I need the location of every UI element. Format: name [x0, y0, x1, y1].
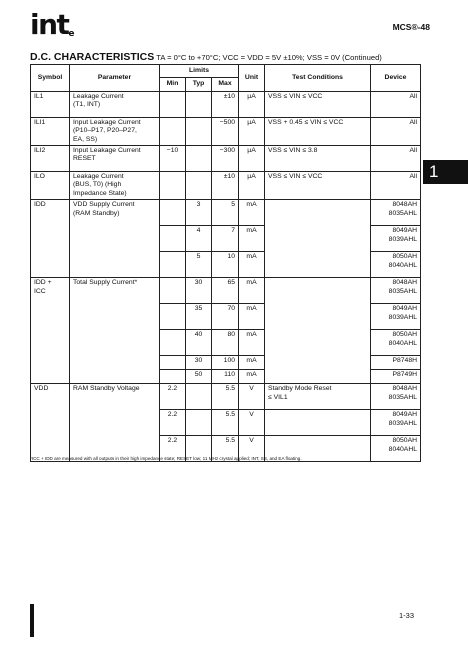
cell-symbol-line: IL1	[34, 92, 44, 100]
cell-parameter	[70, 146, 160, 172]
cell-conditions-line: VSS + 0.45 ≤ VIN ≤ VCC	[268, 118, 344, 126]
cell-min	[160, 91, 186, 117]
cell-parameter-line: RAM Standby Voltage	[73, 385, 140, 393]
cell-parameter	[70, 200, 160, 278]
cell-max: 10	[212, 252, 239, 278]
table-row	[31, 91, 421, 117]
cell-unit: µA	[239, 91, 265, 117]
cell-min: 2.2	[160, 410, 186, 436]
cell-device	[371, 252, 421, 278]
cell-device-line: 8049AH	[392, 227, 418, 235]
table-body	[31, 91, 421, 461]
cell-unit: V	[239, 410, 265, 436]
cell-device-line: 8040AHL	[388, 261, 418, 269]
cell-unit: mA	[239, 330, 265, 356]
cell-parameter-line: (T1, INT)	[73, 101, 101, 109]
cell-device	[371, 200, 421, 226]
cell-device-line: 8048AH	[392, 201, 418, 209]
cell-parameter-line: Input Leakage Current	[73, 147, 141, 155]
header-min: Min	[160, 78, 186, 91]
cell-device-line: P8749H	[392, 371, 418, 379]
cell-device-line: 8040AHL	[388, 445, 418, 453]
cell-parameter	[70, 278, 160, 384]
product-family: MCS®-48	[392, 22, 430, 32]
cell-typ: 4	[186, 226, 212, 252]
table-row	[31, 146, 421, 172]
cell-symbol-line: ILO	[34, 173, 45, 181]
cell-typ: 40	[186, 330, 212, 356]
cell-typ: 35	[186, 304, 212, 330]
cell-parameter-line: Total Supply Current*	[73, 279, 138, 287]
cell-device-line: 8049AH	[392, 411, 418, 419]
cell-symbol	[31, 172, 70, 200]
cell-symbol	[31, 117, 70, 145]
logo-text: int	[30, 8, 69, 41]
cell-parameter-line: (RAM Standby)	[73, 209, 120, 217]
cell-parameter-line: Leakage Current	[73, 173, 124, 181]
logo-sub: e	[68, 29, 75, 39]
cell-conditions-line: VSS ≤ VIN ≤ VCC	[268, 92, 323, 100]
cell-conditions-line: VSS ≤ VIN ≤ 3.8	[268, 147, 318, 155]
cell-parameter-line: Impedance State)	[73, 189, 127, 197]
cell-typ	[186, 91, 212, 117]
cell-device-line: 8048AH	[392, 279, 418, 287]
cell-min	[160, 330, 186, 356]
cell-device	[371, 384, 421, 410]
cell-device-line: 8035AHL	[388, 287, 418, 295]
cell-unit: mA	[239, 370, 265, 384]
section-title: D.C. CHARACTERISTICS	[30, 51, 155, 63]
cell-parameter	[70, 91, 160, 117]
cell-unit: mA	[239, 304, 265, 330]
cell-parameter	[70, 384, 160, 462]
cell-symbol-line: ILI1	[34, 118, 46, 126]
cell-parameter-line: Leakage Current	[73, 92, 124, 100]
cell-min	[160, 370, 186, 384]
table-header	[31, 65, 421, 92]
header-parameter: Parameter	[70, 65, 160, 92]
cell-device	[371, 278, 421, 304]
cell-max: 110	[212, 370, 239, 384]
cell-unit: mA	[239, 200, 265, 226]
header-typ: Typ	[186, 78, 212, 91]
cell-symbol	[31, 146, 70, 172]
cell-parameter-line: (P10–P17, P20–P27,	[73, 127, 137, 135]
cell-typ	[186, 410, 212, 436]
cell-typ	[186, 146, 212, 172]
cell-device	[371, 91, 421, 117]
cell-max: 7	[212, 226, 239, 252]
cell-typ	[186, 172, 212, 200]
footnote: *ICC + IDD are measured with all outputs in their high impedance state; RESET low; 11 MHz crystal applied; INT, SS, and EA floating.	[30, 456, 302, 461]
cell-conditions	[265, 410, 371, 436]
cell-conditions	[265, 91, 371, 117]
cell-symbol-line: IDD +	[34, 279, 52, 287]
cell-device-line: 8039AHL	[388, 235, 418, 243]
cell-device-line: 8050AH	[392, 331, 418, 339]
cell-device	[371, 436, 421, 462]
cell-unit: V	[239, 436, 265, 462]
page-number: 1-33	[399, 611, 415, 620]
cell-max: 80	[212, 330, 239, 356]
table-row	[31, 117, 421, 145]
cell-max: ±10	[212, 91, 239, 117]
cell-symbol	[31, 384, 70, 462]
cell-min	[160, 117, 186, 145]
cell-device	[371, 146, 421, 172]
table-row	[31, 200, 421, 226]
cell-parameter	[70, 117, 160, 145]
cell-symbol	[31, 278, 70, 384]
cell-device-line: 8035AHL	[388, 209, 418, 217]
cell-device	[371, 226, 421, 252]
cell-parameter-line: RESET	[73, 155, 96, 163]
header-symbol: Symbol	[31, 65, 70, 92]
cell-unit: mA	[239, 278, 265, 304]
cell-min: 2.2	[160, 436, 186, 462]
cell-typ: 50	[186, 370, 212, 384]
cell-max: −300	[212, 146, 239, 172]
cell-conditions	[265, 278, 371, 384]
header-unit: Unit	[239, 65, 265, 92]
cell-conditions-line: Standby Mode Reset	[268, 385, 332, 393]
cell-max: 70	[212, 304, 239, 330]
cell-min	[160, 172, 186, 200]
cell-min	[160, 226, 186, 252]
cell-typ: 3	[186, 200, 212, 226]
table-row	[31, 384, 421, 410]
cell-symbol-line: IDD	[34, 201, 46, 209]
cell-unit: mA	[239, 252, 265, 278]
cell-conditions	[265, 200, 371, 278]
cell-max: 100	[212, 356, 239, 370]
margin-bar	[30, 604, 34, 637]
cell-device-line: 8039AHL	[388, 419, 418, 427]
cell-device-line: 8035AHL	[388, 393, 418, 401]
cell-min	[160, 356, 186, 370]
cell-device	[371, 172, 421, 200]
cell-typ: 30	[186, 278, 212, 304]
cell-device-line: 8050AH	[392, 253, 418, 261]
cell-min	[160, 252, 186, 278]
section-heading	[30, 51, 382, 63]
cell-parameter-line: (BUS, T0) (High	[73, 181, 122, 189]
cell-symbol	[31, 200, 70, 278]
cell-device	[371, 410, 421, 436]
cell-symbol	[31, 91, 70, 117]
cell-typ	[186, 117, 212, 145]
cell-min	[160, 278, 186, 304]
header-max: Max	[212, 78, 239, 91]
cell-typ: 5	[186, 252, 212, 278]
cell-device-line: 8048AH	[392, 385, 418, 393]
cell-max: 65	[212, 278, 239, 304]
cell-unit: µA	[239, 146, 265, 172]
cell-unit: mA	[239, 356, 265, 370]
cell-symbol-line: VDD	[34, 385, 49, 393]
cell-min	[160, 200, 186, 226]
header-conditions: Test Conditions	[265, 65, 371, 92]
cell-device-line: 8050AH	[392, 437, 418, 445]
cell-symbol-line: ICC	[34, 287, 46, 295]
cell-parameter	[70, 172, 160, 200]
intel-logo	[30, 8, 75, 41]
cell-min	[160, 304, 186, 330]
cell-conditions-line: ≤ VIL1	[268, 393, 288, 401]
cell-typ: 30	[186, 356, 212, 370]
cell-parameter-line: Input Leakage Current	[73, 118, 141, 126]
section-conditions: TA = 0°C to +70°C; VCC = VDD = 5V ±10%; VSS = 0V (Continued)	[156, 53, 382, 62]
dc-characteristics-table	[30, 64, 421, 462]
cell-max: 5.5	[212, 384, 239, 410]
cell-device	[371, 370, 421, 384]
cell-unit: mA	[239, 226, 265, 252]
cell-device	[371, 356, 421, 370]
cell-unit: µA	[239, 172, 265, 200]
table-row	[31, 172, 421, 200]
table-row	[31, 278, 421, 304]
cell-conditions	[265, 146, 371, 172]
cell-device-line: P8748H	[392, 357, 418, 365]
cell-max: −500	[212, 117, 239, 145]
cell-parameter-line: EA, SS)	[73, 135, 98, 143]
cell-parameter-line: VDD Supply Current	[73, 201, 135, 209]
cell-min: −10	[160, 146, 186, 172]
cell-max: 5.5	[212, 410, 239, 436]
cell-max: 5.5	[212, 436, 239, 462]
header-limits: Limits	[160, 65, 239, 78]
cell-typ	[186, 384, 212, 410]
cell-device-line: All	[409, 173, 418, 181]
cell-conditions-line: VSS ≤ VIN ≤ VCC	[268, 173, 323, 181]
cell-conditions	[265, 384, 371, 410]
cell-min: 2.2	[160, 384, 186, 410]
cell-symbol-line: ILI2	[34, 147, 46, 155]
cell-device-line: 8040AHL	[388, 339, 418, 347]
section-tab: 1	[423, 160, 468, 184]
cell-conditions	[265, 172, 371, 200]
cell-device-line: 8049AH	[392, 305, 418, 313]
cell-unit: µA	[239, 117, 265, 145]
cell-device	[371, 330, 421, 356]
cell-conditions	[265, 117, 371, 145]
cell-unit: V	[239, 384, 265, 410]
cell-device	[371, 117, 421, 145]
cell-device-line: All	[409, 118, 418, 126]
cell-device-line: All	[409, 147, 418, 155]
cell-max: ±10	[212, 172, 239, 200]
cell-max: 5	[212, 200, 239, 226]
cell-device-line: All	[409, 92, 418, 100]
cell-device-line: 8039AHL	[388, 313, 418, 321]
header-device: Device	[371, 65, 421, 92]
cell-device	[371, 304, 421, 330]
